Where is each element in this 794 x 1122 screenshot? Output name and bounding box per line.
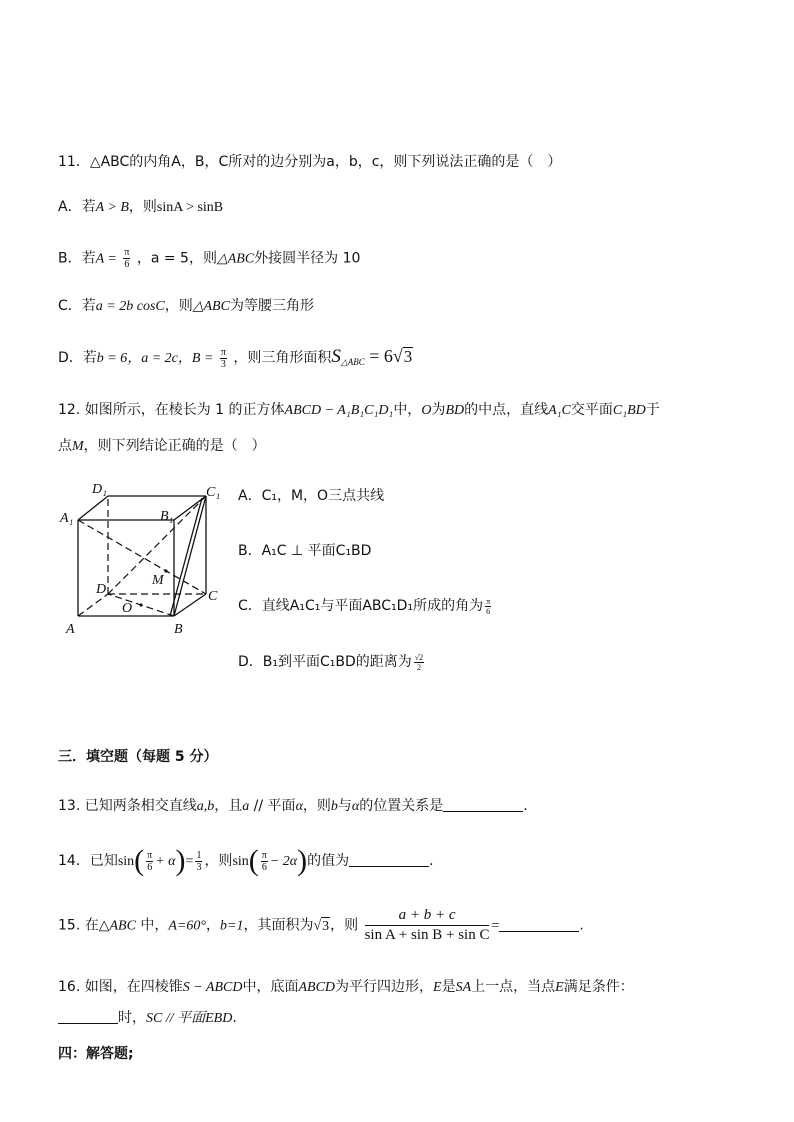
label-b1: B₁ (160, 509, 174, 524)
label-b: B (174, 622, 183, 637)
label-o: O (122, 601, 133, 616)
fraction: $\frac{1}{3}$ (196, 849, 202, 873)
q12-stem-line1: 12. 如图所示，在棱长为 1 的正方体ABCD − A₁B₁C₁D₁中，O为BD的中点，直线A₁C交平面C₁BD于 (58, 402, 660, 418)
q12-option-a: A．C₁，M，O三点共线 (238, 488, 385, 504)
section-3-heading: 三．填空题（每题 5 分） (58, 749, 218, 765)
cube-figure (56, 478, 226, 638)
q11-option-b: B．若A = $\frac{\pi}{6}$ ，a = 5，则△ABC外接圆半径为 10 (58, 247, 361, 270)
answer-blank[interactable] (499, 917, 579, 932)
q15: 15. 在△ABC 中，A=60°，b=1，其面积为√3，则 $\frac{a + b + c}{\text{sin A + sin B + sin C}}$ = . (58, 907, 584, 943)
label-d: D (96, 582, 107, 597)
fraction: $\frac{\pi}{6}$ (261, 849, 267, 873)
fraction: $\frac{\pi}{6}$ (124, 247, 130, 270)
label-a1: A₁ (60, 511, 74, 526)
point-m (164, 569, 167, 572)
q11-option-a: A．若A > B，则sinA > sinB (58, 199, 224, 215)
q11-stem: 11．△ABC的内角A，B，C所对的边分别为a，b，c，则下列说法正确的是（ ） (58, 154, 562, 170)
label-a: A (66, 622, 75, 637)
q12-option-b: B．A₁C ⊥ 平面C₁BD (238, 543, 372, 559)
fraction: $\frac{√2}{2}$ (414, 652, 424, 672)
q16-line2: 时，SC // 平面EBD. (58, 1008, 237, 1029)
q11-option-c: C．若a = 2b cosC，则△ABC为等腰三角形 (58, 298, 314, 314)
fraction: $\frac{\pi}{6}$ (147, 849, 153, 873)
q14: 14．已知sin( $\frac{\pi}{6}$ + α)= $\frac{1}{3}$ ，则sin( $\frac{\pi}{6}$ − 2α)的值为 . (58, 844, 434, 877)
q11-option-d: D．若b = 6，a = 2c，B = $\frac{\pi}{3}$ ，则三角形面积$S_{\triangle ABC} = 6√3$ (58, 346, 413, 370)
q13: 13. 已知两条相交直线a,b，且a // 平面α，则b与α的位置关系是 . (58, 798, 528, 814)
label-d1: D₁ (92, 482, 107, 497)
answer-blank[interactable] (58, 1009, 118, 1024)
answer-blank[interactable] (443, 797, 523, 812)
fraction: $\frac{\pi}{6}$ (486, 596, 491, 616)
q16-line1: 16. 如图，在四棱锥S − ABCD中，底面ABCD为平行四边形，E是SA上一点，当点E满足条件： (58, 979, 634, 995)
q12-option-c: C．直线A₁C₁与平面ABC₁D₁所成的角为 $\frac{\pi}{6}$ (238, 596, 491, 616)
section-4-heading: 四：解答题; (58, 1046, 134, 1062)
point-o (139, 603, 142, 606)
label-c: C (208, 589, 218, 604)
fraction: $\frac{a + b + c}{\text{sin A + sin B + sin C}}$ (364, 907, 490, 943)
label-m: M (152, 573, 164, 588)
edge-a1d1 (78, 496, 108, 520)
answer-blank[interactable] (349, 852, 429, 867)
q12-stem-line2: 点M，则下列结论正确的是（ ） (58, 438, 266, 454)
label-c1: C₁ (206, 485, 221, 500)
fraction: $\frac{\pi}{3}$ (220, 346, 226, 370)
edge-ad (78, 594, 108, 616)
q12-option-d: D．B₁到平面C₁BD的距离为 $\frac{√2}{2}$ (238, 652, 424, 672)
